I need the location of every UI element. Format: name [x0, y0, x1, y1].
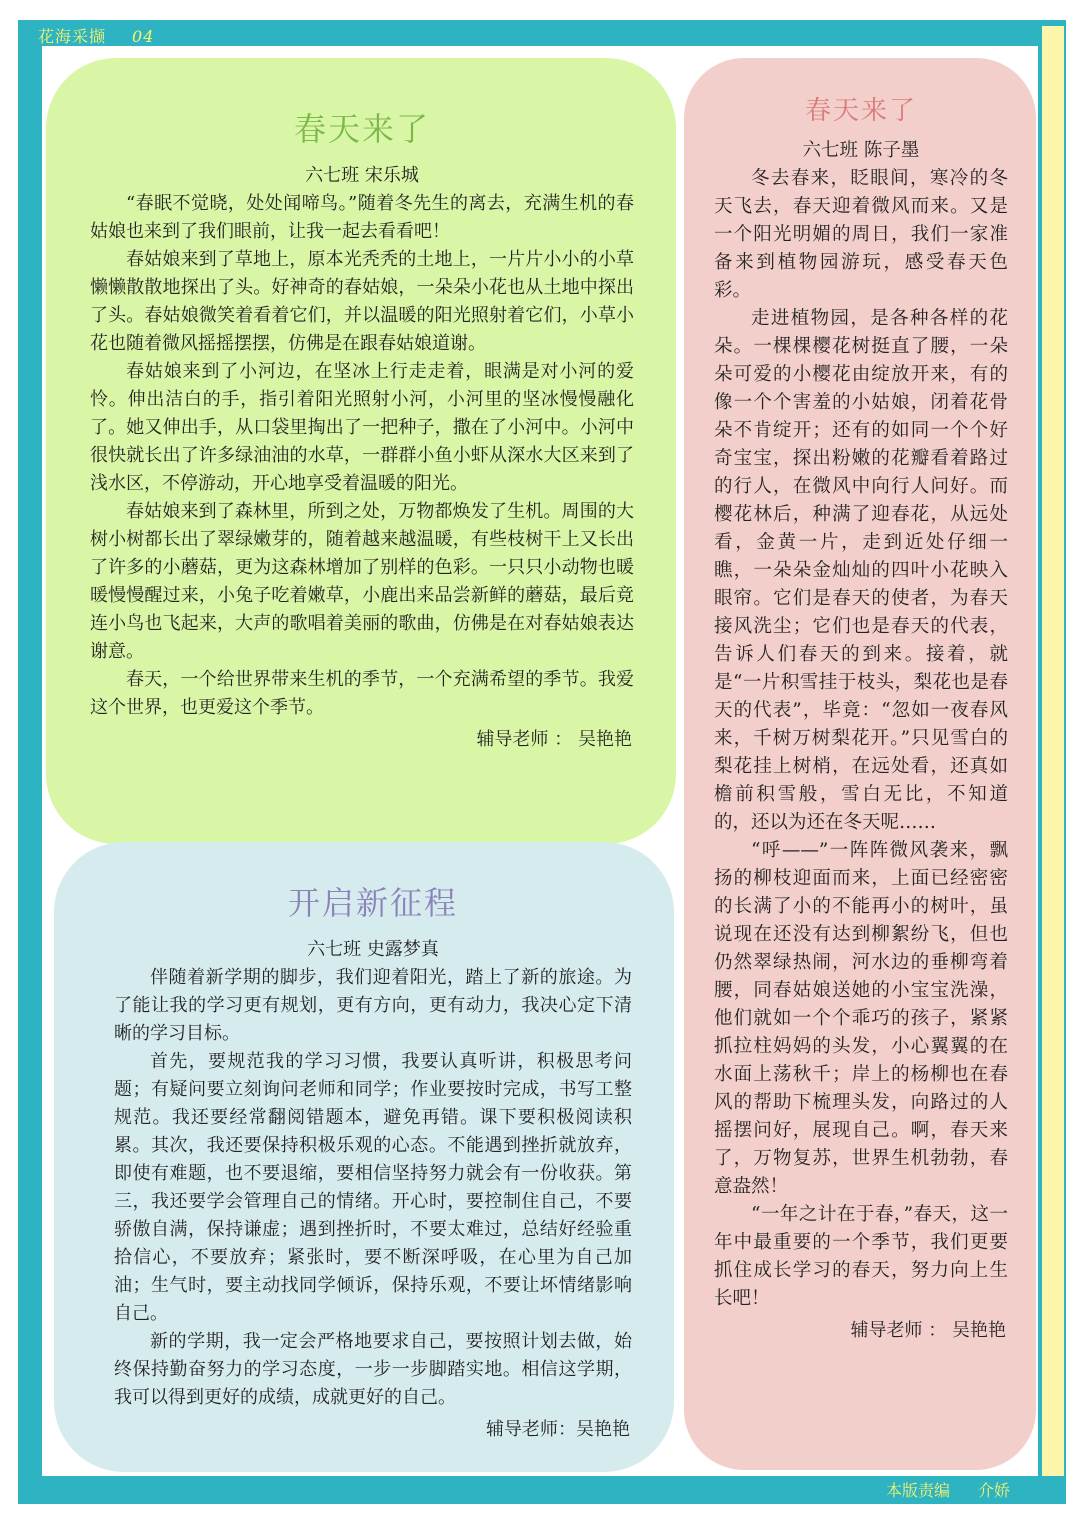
article-panel-2 — [54, 842, 674, 1472]
page-footer — [886, 1478, 1010, 1501]
article-1-teacher: 辅导老师 ： 吴艳艳 — [476, 729, 632, 750]
article-2-teacher: 辅导老师：吴艳艳 — [486, 1419, 630, 1440]
article-2-author: 六七班 史露梦真 — [307, 939, 439, 960]
article-1-title: 春天来了 — [293, 110, 430, 148]
article-2-title: 开启新征程 — [287, 884, 458, 922]
article-3-paragraph: “一年之计在于春，”春天，这一年中最重要的一个季节，我们更要抓住成长学习的春天，努力向上生长吧！ — [714, 1204, 1008, 1309]
footer-label: 本版责编 — [885, 1481, 950, 1500]
article-3-paragraph: 走进植物园，是各种各样的花朵。一棵棵樱花树挺直了腰，一朵朵可爱的小樱花由绽放开来，有的像一个个害羞的小姑娘，闭着花骨朵不肯绽开；还有的如同一个个好奇宝宝，探出粉嫩的花瓣看着路过的行人，在微风中向行人问好。而樱花林后，种满了迎春花，从远处看，金黄一片，走到近处仔细一瞧，一朵朵金灿灿的四叶小花映入眼帘。它们是春天的使者，为春天接风洗尘；它们也是春天的代表，告诉人们春天的到来。接着，就是“一片积雪挂于枝头，梨花也是春天的代表”，毕竟：“忽如一夜春风来，千树万树梨花开。”只见雪白的梨花挂上树梢，在远处看，还真如檐前积雪般，雪白无比，不知道的，还以为还在冬天呢…… — [714, 308, 1008, 833]
article-panel-3 — [684, 58, 1036, 1470]
article-1-paragraph: 春姑娘来到了草地上，原本光秃秃的土地上，一片片小小的小草懒懒散散地探出了头。好神奇的春姑娘，一朵朵小花也从土地中探出了头。春姑娘微笑着看着它们，并以温暖的阳光照射着它们，小草小花也随着微风摇摇摆摆，仿佛是在跟春姑娘道谢。 — [90, 249, 634, 354]
article-1-author: 六七班 宋乐城 — [305, 165, 419, 186]
article-panel-1 — [46, 58, 676, 844]
article-2-paragraph: 新的学期，我一定会严格地要求自己，要按照计划去做，始终保持勤奋努力的学习态度，一步一步脚踏实地。相信这学期，我可以得到更好的成绩，成就更好的自己。 — [114, 1331, 632, 1408]
article-1-paragraph: “春眠不觉晓，处处闻啼鸟。”随着冬先生的离去，充满生机的春姑娘也来到了我们眼前，让我一起去看看吧！ — [90, 193, 634, 242]
article-1-paragraph: 春姑娘来到了森林里，所到之处，万物都焕发了生机。周围的大树小树都长出了翠绿嫩芽的，随着越来越温暖，有些枝树干上又长出了许多的小蘑菇，更为这森林增加了别样的色彩。一只只小动物也暖暖慢慢醒过来，小兔子吃着嫩草，小鹿出来品尝新鲜的蘑菇，最后竟连小鸟也飞起来，大声的歌唱着美丽的歌曲，仿佛是在对春姑娘表达谢意。 — [90, 501, 634, 662]
article-3-paragraph: “呼——”一阵阵微风袭来，飘扬的柳枝迎面而来，上面已经密密的长满了小的不能再小的树叶，虽说现在还没有达到柳絮纷飞，但也仍然翠绿热闹，河水边的垂柳弯着腰，同春姑娘送她的小宝宝洗澡，他们就如一个个乖巧的孩子，紧紧抓拉柱妈妈的头发，小心翼翼的在水面上荡秋千；岸上的杨柳也在春风的帮助下梳理头发，向路过的人摇摆问好，展现自己。啊，春天来了，万物复苏，世界生机勃勃，春意盎然！ — [714, 840, 1008, 1197]
article-3-author: 六七班 陈子墨 — [802, 140, 920, 161]
yellow-side-bar — [1042, 26, 1064, 1476]
article-1-paragraph: 春天，一个给世界带来生机的季节，一个充满希望的季节。我爱这个世界，也更爱这个季节。 — [90, 669, 634, 718]
section-name: 花海采撷 — [38, 27, 107, 46]
page-number: 04 — [132, 27, 155, 46]
article-2-paragraph: 首先，要规范我的学习习惯，我要认真听讲，积极思考问题；有疑问要立刻询问老师和同学；作业要按时完成，书写工整规范。我还要经常翻阅错题本，避免再错。课下要积极阅读积累。其次，我还要保持积极乐观的心态。不能遇到挫折就放弃，即使有难题，也不要退缩，要相信坚持努力就会有一份收获。第三，我还要学会管理自己的情绪。开心时，要控制住自己，不要骄傲自满，保持谦虚；遇到挫折时，不要太难过，总结好经验重拾信心，不要放弃；紧张时，要不断深呼吸，在心里为自己加油；生气时，要主动找同学倾诉，保持乐观，不要让坏情绪影响自己。 — [114, 1051, 632, 1324]
page-header — [38, 24, 154, 47]
article-3-teacher: 辅导老师 ： 吴艳艳 — [850, 1320, 1006, 1341]
footer-editor: 介娇 — [977, 1481, 1010, 1500]
article-2-paragraph: 伴随着新学期的脚步，我们迎着阳光，踏上了新的旅途。为了能让我的学习更有规划，更有方向，更有动力，我决心定下清晰的学习目标。 — [114, 967, 632, 1044]
article-3-paragraph: 冬去春来，眨眼间，寒冷的冬天飞去，春天迎着微风而来。又是一个阳光明媚的周日，我们一家准备来到植物园游玩，感受春天色彩。 — [714, 168, 1008, 301]
article-3-title: 春天来了 — [804, 96, 917, 126]
article-1-paragraph: 春姑娘来到了小河边，在坚冰上行走走着，眼满是对小河的爱怜。伸出洁白的手，指引着阳光照射小河，小河里的坚冰慢慢融化了。她又伸出手，从口袋里掏出了一把种子，撒在了小河中。小河中很快就长出了许多绿油油的水草，一群群小鱼小虾从深水大区来到了浅水区，不停游动，开心地享受着温暖的阳光。 — [90, 361, 634, 494]
